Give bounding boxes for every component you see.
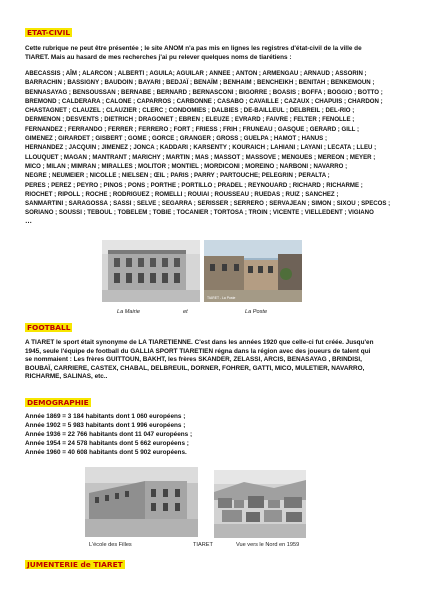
section-heading-jumenterie: JUMENTERIE de TIARET bbox=[27, 560, 123, 569]
football-line: A TIARET le sport était synonyme de LA TIARETIENNE. C'est dans les années 1920 que celle-ci fut créée. Jusqu'en bbox=[25, 339, 374, 346]
section-heading-demographie: DEMOGRAPHIE bbox=[27, 398, 89, 407]
names-line: BARRACHIN ; BASSIGNY ; BAUDOIN ; BAYARI ; BEDJAÏ ; BENAÏM ; BENHAIM ; BENCHEIKH ; BENITAH ; BENKEMOUN ; bbox=[25, 79, 375, 87]
caption-tiaret: TIARET bbox=[193, 542, 213, 548]
photo-stamp: TIARET - La Poste bbox=[207, 296, 236, 300]
section-heading-etat-civil: ETAT-CIVIL bbox=[27, 28, 71, 37]
names-line: MICO ; MILAN ; MIMRAN ; MIRALLES ; MOLITOR ; MONTIEL ; MORDICONI ; MOREINO ; NARBONI ; NAVARRO ; bbox=[25, 162, 348, 170]
photo-poste bbox=[204, 240, 302, 302]
vue-nord-image bbox=[214, 470, 306, 538]
demographie-line: Année 1936 = 22 766 habitants dont 11 047 européens ; bbox=[25, 431, 193, 438]
photo-mairie bbox=[102, 240, 200, 302]
names-line: SORIANO ; SOUSSI ; TEBOUL ; TOBELEM ; TOBIE ; TOCANIER ; TORTOSA ; TROIN ; VICENTE ; VIELLEDENT ; VIGIANO bbox=[25, 209, 374, 217]
mairie-building-image bbox=[102, 240, 200, 302]
names-ellipsis: … bbox=[25, 218, 32, 225]
football-line: RICHARME, SALINAS, etc.. bbox=[25, 373, 108, 381]
names-line: GIMENEZ ; GIRARDET ; GISBERT ; GOME ; GORCE ; GRANGER ; GROSS ; GUELPA ; HAMOT ; HANUS ; bbox=[25, 135, 327, 143]
demographie-line: Année 1954 = 24 578 habitants dont 5 662 européens ; bbox=[25, 440, 189, 447]
photo-ecole-filles bbox=[85, 467, 198, 537]
football-text bbox=[25, 339, 397, 382]
caption-ecole: L'école des Filles bbox=[89, 542, 132, 548]
names-line: PERES ; PEREZ ; PEYRO ; PINOS ; PONS ; PORTHE ; PORTILLO ; PRADEL ; REYNOUARD ; RICHARD ; RICHARME ; bbox=[25, 181, 363, 189]
names-line: DERMENON ; DESVENTS ; DIETRICH ; DRAGONET ; EBREN ; ELEUZE ; EVRARD ; FAIVRE ; FELTER ; FENOLLE ; bbox=[25, 116, 355, 124]
photo-vue-nord bbox=[214, 470, 306, 538]
football-line: BOUBAÏ, CARRIERE, CASTEX, CHABAL, DELBREUIL, DORNER, FOHRER, GATTI, MICO, MULETIER, NAVARRO, bbox=[25, 364, 365, 372]
etat-civil-intro bbox=[25, 45, 397, 62]
names-line: RIOCHET ; RIPOLL ; ROCHE ; RODRIGUEZ ; ROMELLI ; ROUIAI ; ROUSSEAU ; RUEDAS ; RUIZ ; SANCHEZ ; bbox=[25, 190, 339, 198]
names-line: SANMARTINI ; SARAGOSSA ; SASSI ; SELVE ; SEGARRA ; SERISSER ; SERRERO ; SERVAJEAN ; SIMON ; SIXOU ; SPECOS ; bbox=[25, 200, 391, 208]
names-line: BREMOND ; CALDERARA ; CALONE ; CAPARROS ; CARBONNE ; CASABO ; CAVAILLE ; CAZAUX ; CHAPUIS ; CHARDON ; bbox=[25, 97, 383, 105]
names-line: CHASTAGNET ; CLAUZEL ; CLAUZIER ; CLERC ; CONDOMIES ; DALBIES ; DE-BAILLEUL ; DELBREIL ; DEL-RIO ; bbox=[25, 107, 355, 115]
football-line: 1945, seule l'équipe de football du GALLIA SPORT TIARETIEN régna dans la région avec des joueurs de talent qui bbox=[25, 347, 371, 355]
names-line: HERNANDEZ ; JACQUIN ; JIMENEZ ; JONCA ; KADDARI ; KARSENTY ; KOURAICH ; LAHIANI ; LAYANI ; LECATA ; LLEU ; bbox=[25, 144, 377, 152]
intro-line: Cette rubrique ne peut être présentée ; le site ANOM n'a pas mis en lignes les registres d'état-civil de la ville de bbox=[25, 45, 362, 52]
names-line: NEGRE ; NEUMEIER ; NICOLLE ; NIELSEN ; ŒIL ; PARIS ; PARRY ; PARTOUCHE; PELEGRIN ; PERALTA ; bbox=[25, 172, 330, 180]
names-line: BENNASAYAG ; BENSOUSSAN ; BERNABE ; BERNARD ; BERNASCONI ; BIGORRE ; BOASIS ; BOFFA ; BOGGIO ; BOTTO ; bbox=[25, 88, 383, 96]
intro-line: TIARET. Mais au hasard de mes recherches j'ai pu relever quelques noms de tiarétiens : bbox=[25, 53, 292, 61]
names-line: FERNANDEZ ; FERRANDO ; FERRER ; FERRERO ; FORT ; FRIESS ; FRIH ; FRUNEAU ; GASQUE ; GERARD ; GILL ; bbox=[25, 125, 360, 133]
names-line: LLOUQUET ; MAGAN ; MANTRANT ; MARICHY ; MARTIN ; MAS ; MASSOT ; MASSOVE ; MENGUES ; MEREON ; MEYER ; bbox=[25, 153, 376, 161]
section-heading-football: FOOTBALL bbox=[27, 323, 71, 332]
demographie-line: Année 1869 = 3 184 habitants dont 1 060 européens ; bbox=[25, 413, 186, 420]
caption-poste: La Poste bbox=[245, 309, 268, 315]
poste-street-image bbox=[204, 240, 302, 302]
names-list bbox=[25, 69, 399, 218]
demographie-line: Année 1960 = 40 608 habitants dont 5 902 européens. bbox=[25, 449, 187, 456]
names-line: ABECASSIS ; AÎM ; ALARCON ; ALBERTI ; AGUILA; AGUILAR ; ANNEE ; ANTON ; ARMENGAU ; ARNAUD ; ASSORIN ; bbox=[25, 70, 367, 77]
caption-et: et bbox=[183, 309, 188, 315]
caption-vue-nord: Vue vers le Nord en 1959 bbox=[236, 542, 300, 548]
caption-mairie: La Mairie bbox=[117, 309, 141, 315]
demographie-line: Année 1902 = 5 983 habitants dont 1 996 européens ; bbox=[25, 422, 186, 429]
ecole-building-image bbox=[85, 467, 198, 537]
football-line: se nommaient : Les frères GUITTOUN, BAKHT, les frères SKANDER, ZELASSI, ARCIS, BENASAYAG , BRINDISI, bbox=[25, 356, 362, 364]
